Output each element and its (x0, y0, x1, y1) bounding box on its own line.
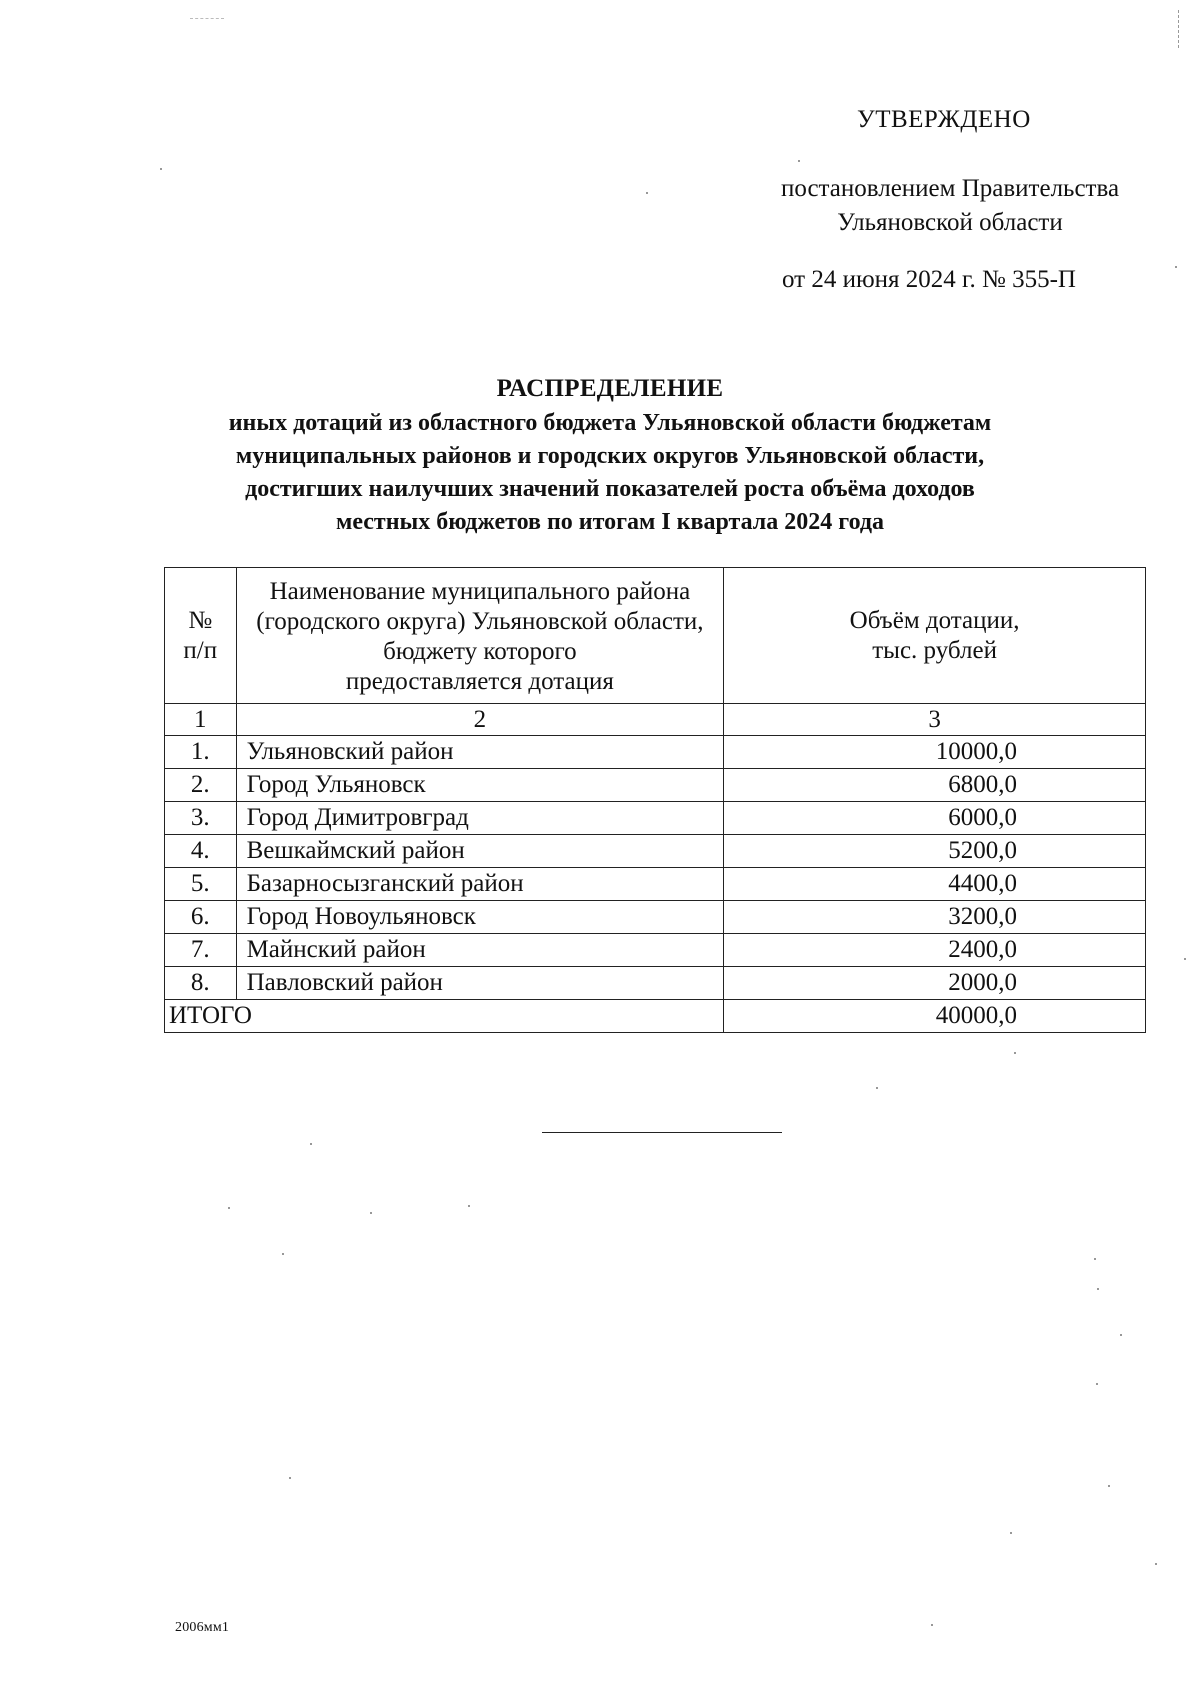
row-value: 4400,0 (724, 868, 1146, 901)
row-name: Павловский район (236, 967, 724, 1000)
row-value: 2400,0 (724, 934, 1146, 967)
table-row (165, 769, 1146, 802)
row-num: 5. (165, 868, 237, 901)
header-num (165, 568, 237, 704)
document-heading (150, 371, 1070, 539)
scan-speck (798, 160, 800, 162)
row-num: 2. (165, 769, 237, 802)
table-index-row (165, 704, 1146, 736)
row-num: 4. (165, 835, 237, 868)
scan-speck (160, 168, 162, 170)
header-num-line-1: № (188, 606, 213, 634)
scan-speck (228, 1207, 230, 1209)
row-value: 3200,0 (724, 901, 1146, 934)
row-value: 10000,0 (724, 736, 1146, 769)
row-num: 8. (165, 967, 237, 1000)
scan-speck (931, 1624, 933, 1626)
scan-speck (1097, 1288, 1099, 1290)
scan-artifact-edge (1178, 10, 1182, 48)
row-name: Вешкаймский район (236, 835, 724, 868)
row-name: Город Димитровград (236, 802, 724, 835)
scan-speck (1108, 1485, 1110, 1487)
table-row (165, 868, 1146, 901)
footer-code: 2006мм1 (175, 1620, 230, 1635)
row-num: 7. (165, 934, 237, 967)
row-value: 6800,0 (724, 769, 1146, 802)
table-row (165, 901, 1146, 934)
table-row (165, 802, 1146, 835)
approval-date: от 24 июня 2024 г. № 355-П (782, 266, 1076, 293)
scan-speck (1010, 1532, 1012, 1534)
row-num: 1. (165, 736, 237, 769)
approval-line-1: постановлением Правительства (780, 175, 1120, 202)
row-num: 3. (165, 802, 237, 835)
table-row (165, 967, 1146, 1000)
header-name-line-2: (городского округа) Ульяновской области, (256, 607, 704, 635)
scan-speck (1094, 1258, 1096, 1260)
row-name: Город Ульяновск (236, 769, 724, 802)
header-num-line-2: п/п (183, 636, 218, 664)
scan-speck (1120, 1334, 1122, 1336)
header-value-line-1: Объём дотации, (849, 606, 1020, 634)
heading-title: РАСПРЕДЕЛЕНИЕ (496, 375, 724, 402)
row-value: 2000,0 (724, 967, 1146, 1000)
heading-line-1: иных дотаций из областного бюджета Ульяновской области бюджетам (228, 410, 992, 436)
allocation-table (164, 567, 1146, 1033)
index-cell: 1 (165, 704, 237, 736)
row-value: 6000,0 (724, 802, 1146, 835)
index-cell: 3 (724, 704, 1146, 736)
heading-line-3: достигших наилучших значений показателей роста объёма доходов (245, 476, 975, 502)
approval-by (740, 172, 1160, 240)
heading-line-2: муниципальных районов и городских округов Ульяновской области, (235, 443, 985, 469)
heading-line-4: местных бюджетов по итогам I квартала 2024 года (335, 509, 885, 535)
row-name: Базарносызганский район (236, 868, 724, 901)
row-name: Ульяновский район (236, 736, 724, 769)
scan-speck (1096, 1383, 1098, 1385)
header-name-line-1: Наименование муниципального района (269, 577, 691, 605)
table-header-row (165, 568, 1146, 704)
table-total-row (165, 1000, 1146, 1033)
header-name (236, 568, 724, 704)
header-name-line-3: бюджету которого (383, 637, 577, 665)
header-value-line-2: тыс. рублей (872, 636, 997, 664)
row-name: Майнский район (236, 934, 724, 967)
header-value (724, 568, 1146, 704)
scan-speck (289, 1477, 291, 1479)
row-value: 5200,0 (724, 835, 1146, 868)
scan-speck (1014, 1052, 1016, 1054)
scan-speck (282, 1253, 284, 1255)
index-cell: 2 (236, 704, 724, 736)
scan-artifact-dash (190, 18, 224, 19)
total-value: 40000,0 (724, 1000, 1146, 1033)
scan-speck (1184, 958, 1186, 960)
scan-speck (1175, 266, 1177, 268)
scan-speck (876, 1087, 878, 1089)
row-num: 6. (165, 901, 237, 934)
scan-speck (1155, 1563, 1157, 1565)
table-row (165, 835, 1146, 868)
total-label: ИТОГО (165, 1000, 724, 1033)
approval-line-2: Ульяновской области (837, 209, 1063, 236)
scan-speck (646, 192, 648, 194)
table-row (165, 736, 1146, 769)
header-name-line-4: предоставляется дотация (345, 667, 614, 695)
scan-speck (370, 1212, 372, 1214)
table-row (165, 934, 1146, 967)
end-divider (542, 1132, 782, 1133)
scan-speck (468, 1205, 470, 1207)
row-name: Город Новоульяновск (236, 901, 724, 934)
approval-title: УТВЕРЖДЕНО (857, 106, 1031, 133)
scan-speck (310, 1143, 312, 1145)
